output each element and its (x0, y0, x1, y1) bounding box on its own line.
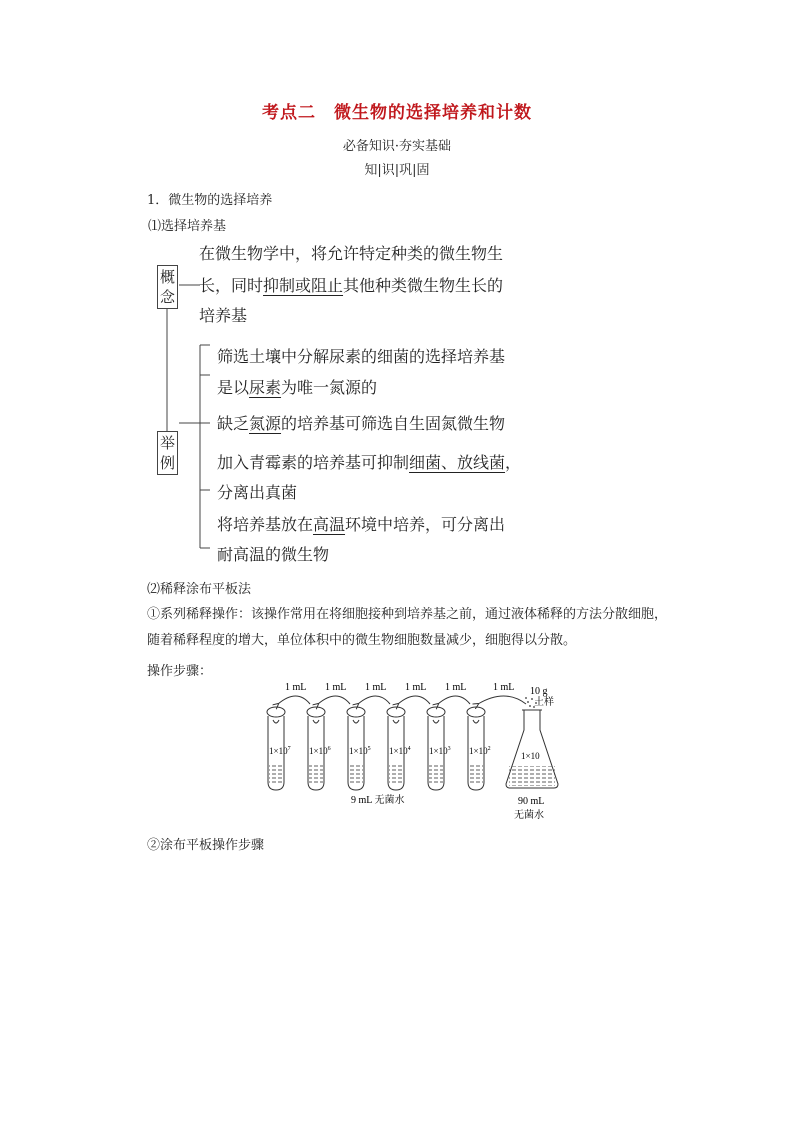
tube-dilution-label: $1\times 10^6$ (309, 746, 331, 756)
examples-label-char-2: 例 (159, 454, 175, 472)
transfer-volume-label: 1 mL (405, 682, 427, 693)
soil-amount-label: 10 g (530, 686, 548, 697)
concept-line-1: 在微生物学中，将允许特定种类的微生物生 (199, 244, 504, 263)
concept-text: 长，同时 (199, 276, 264, 295)
subtitle-knowledge-review: 知|识|巩|固 (364, 163, 430, 178)
flask-dilution-label: 1×10 (521, 751, 540, 761)
concept-label (157, 265, 178, 309)
paragraph-serial-dilution: ①系列稀释操作：该操作常用在将细胞接种到培养基之前，通过液体稀释的方法分散细胞，随着稀释程度的增大，单位体积中的微生物细胞数量减少，细胞得以分散。 (147, 607, 668, 648)
example-text: 环境中培养，可分离出 (345, 515, 506, 534)
transfer-arrow (478, 696, 526, 704)
transfer-arrow (398, 696, 430, 704)
example-text: ， (505, 453, 522, 472)
example-underlined-term: 细菌、放线菌 (409, 453, 506, 472)
example-4-line-1 (217, 508, 505, 542)
section-heading-1-3: ②涂布平板操作步骤 (147, 838, 265, 853)
flask (506, 710, 558, 788)
tube-dilution-exponent: 2 (487, 746, 491, 752)
example-1-line-1: 筛选土壤中分解尿素的细菌的选择培养基 (217, 347, 506, 366)
dilution-diagram (260, 680, 560, 826)
example-text: 缺乏 (217, 414, 250, 433)
transfer-arrow (278, 696, 310, 704)
example-text: 加入青霉素的培养基可抑制 (217, 453, 410, 472)
example-text: 为唯一氮源的 (281, 378, 378, 397)
section-heading-1-2: ⑵稀释涂布平板法 (147, 582, 252, 597)
examples-label (157, 431, 178, 475)
transfer-volume-label: 1 mL (285, 682, 307, 693)
transfer-arrow (358, 696, 390, 704)
tube-dilution-exponent: 3 (447, 746, 451, 752)
example-underlined-term: 氮源 (249, 414, 282, 433)
tube-dilution-exponent: 5 (367, 746, 371, 752)
examples-label-char-1: 举 (159, 434, 175, 452)
example-1-line-2 (217, 371, 377, 405)
transfer-volume-label: 1 mL (445, 682, 467, 693)
subtitle-essential-knowledge: 必备知识·夯实基础 (342, 139, 452, 154)
steps-label: 操作步骤： (147, 664, 213, 679)
example-text: 的培养基可筛选自生固氮微生物 (281, 414, 506, 433)
example-underlined-term: 尿素 (249, 378, 282, 397)
transfer-volume-label: 1 mL (325, 682, 347, 693)
concept-underlined-term: 抑制或阻止 (263, 276, 344, 295)
transfer-arrow (318, 696, 350, 704)
tube-dilution-label: $1\times 10^4$ (389, 746, 411, 756)
transfer-volume-label: 1 mL (365, 682, 387, 693)
flask-water-label: 无菌水 (514, 810, 544, 821)
tube-dilution-exponent: 7 (287, 746, 291, 752)
concept-line-2 (199, 269, 503, 303)
concept-line-3: 培养基 (199, 306, 248, 325)
tube-water-label: 9 mL 无菌水 (351, 795, 405, 806)
section-heading-1: 1．微生物的选择培养 (147, 193, 273, 208)
example-underlined-term: 高温 (313, 515, 346, 534)
concept-label-char-2: 念 (159, 288, 175, 306)
tube-dilution-label: $1\times 10^5$ (349, 746, 371, 756)
section-heading-1-1: ⑴选择培养基 (148, 219, 227, 234)
example-2 (217, 407, 505, 441)
example-text: 将培养基放在 (217, 515, 314, 534)
example-text: 是以 (217, 378, 250, 397)
example-4-line-2: 耐高温的微生物 (217, 545, 330, 564)
example-3-line-1 (217, 446, 521, 480)
tube-dilution-exponent: 6 (327, 746, 331, 752)
concept-text: 其他种类微生物生长的 (343, 276, 504, 295)
concept-label-char-1: 概 (159, 268, 175, 286)
example-3-line-2: 分离出真菌 (217, 483, 298, 502)
page-title: 考点二 微生物的选择培养和计数 (262, 103, 532, 123)
tube-dilution-exponent: 4 (407, 746, 411, 752)
tube-dilution-label: $1\times 10^2$ (469, 746, 491, 756)
transfer-volume-label: 1 mL (493, 682, 515, 693)
tube-dilution-label: $1\times 10^7$ (269, 746, 291, 756)
soil-sample-label: 土样 (534, 697, 554, 708)
transfer-arrow (438, 696, 470, 704)
flask-water-amount-label: 90 mL (518, 796, 545, 807)
tube-dilution-label: $1\times 10^3$ (429, 746, 451, 756)
